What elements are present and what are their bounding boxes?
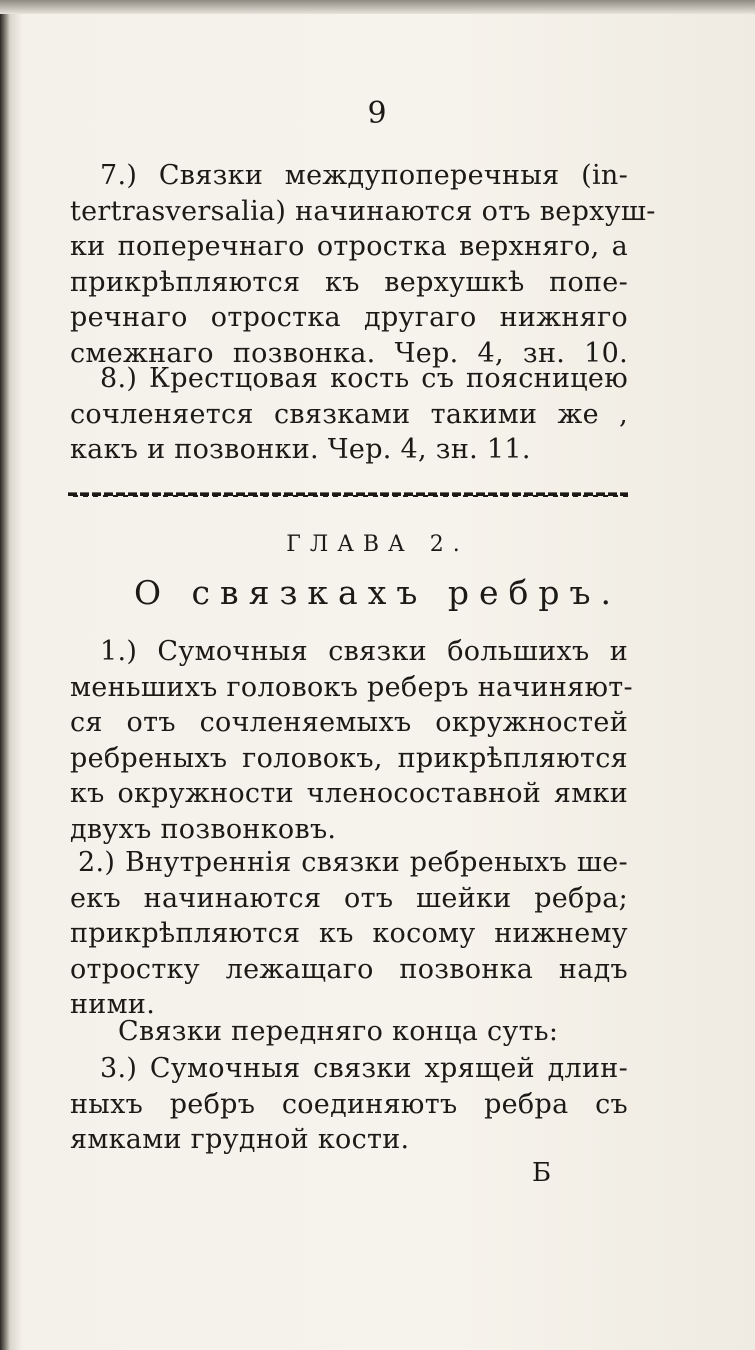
text-line: 2.) Внутреннія связки ребреныхъ ше- bbox=[78, 847, 628, 878]
text-line: смежнаго позвонка. Чер. 4, зн. 10. bbox=[70, 337, 628, 369]
text-line: двухъ позвонковъ. bbox=[70, 813, 337, 845]
chapter-title: О связкахъ ребръ. bbox=[134, 573, 621, 612]
text-line: сочленяется связками такими же , bbox=[70, 398, 628, 430]
paragraph-3 bbox=[70, 1051, 628, 1158]
text-line: прикрѣпляются къ косому нижнему bbox=[70, 918, 628, 949]
text-line: ся отъ сочленяемыхъ окружностей bbox=[70, 707, 628, 738]
text-line: ныхъ ребръ соединяютъ ребра съ bbox=[70, 1088, 628, 1120]
front-heading: Связки передняго конца суть: bbox=[118, 1016, 559, 1047]
front-heading-block bbox=[70, 1014, 628, 1050]
text-line: отростку лежащаго позвонка надъ bbox=[70, 953, 628, 985]
paragraph-7 bbox=[70, 158, 656, 371]
text-line: tertrasversalia) начинаются отъ верхуш- bbox=[70, 195, 656, 227]
text-line: какъ и позвонки. Чер. 4, зн. 11. bbox=[70, 434, 531, 465]
text-line: екъ начинаются отъ шейки ребра; bbox=[70, 882, 628, 914]
text-line: 3.) Сумочныя связки хрящей длин- bbox=[100, 1053, 628, 1084]
text-line: прикрѣпляются къ верхушкѣ попе- bbox=[70, 266, 628, 298]
ornamental-rule-dots bbox=[68, 495, 628, 497]
page-number: 9 bbox=[367, 96, 388, 131]
page-top-shadow bbox=[0, 0, 755, 14]
text-line: ними. bbox=[70, 989, 156, 1020]
text-line: 8.) Крестцовая кость съ поясницею bbox=[100, 363, 628, 394]
text-line: ребреныхъ головокъ, прикрѣпляются bbox=[70, 742, 628, 774]
paragraph-2 bbox=[70, 845, 628, 1023]
text-line: меньшихъ головокъ реберъ начиняют- bbox=[70, 671, 633, 703]
text-line: 7.) Связки междупоперечныя (in- bbox=[100, 160, 628, 191]
signature-mark: Б bbox=[532, 1158, 552, 1188]
chapter-label: ГЛАВА 2. bbox=[286, 532, 469, 557]
paragraph-8 bbox=[70, 361, 628, 468]
text-line: ки поперечнаго отростка верхняго, а bbox=[70, 231, 628, 262]
paragraph-1 bbox=[70, 634, 633, 847]
text-line: 1.) Сумочныя связки большихъ и bbox=[100, 636, 628, 667]
text-line: ямками грудной кости. bbox=[70, 1124, 410, 1155]
text-line: къ окружности членосоставной ямки bbox=[70, 778, 628, 809]
text-line: речнаго отростка другаго нижняго bbox=[70, 302, 628, 333]
